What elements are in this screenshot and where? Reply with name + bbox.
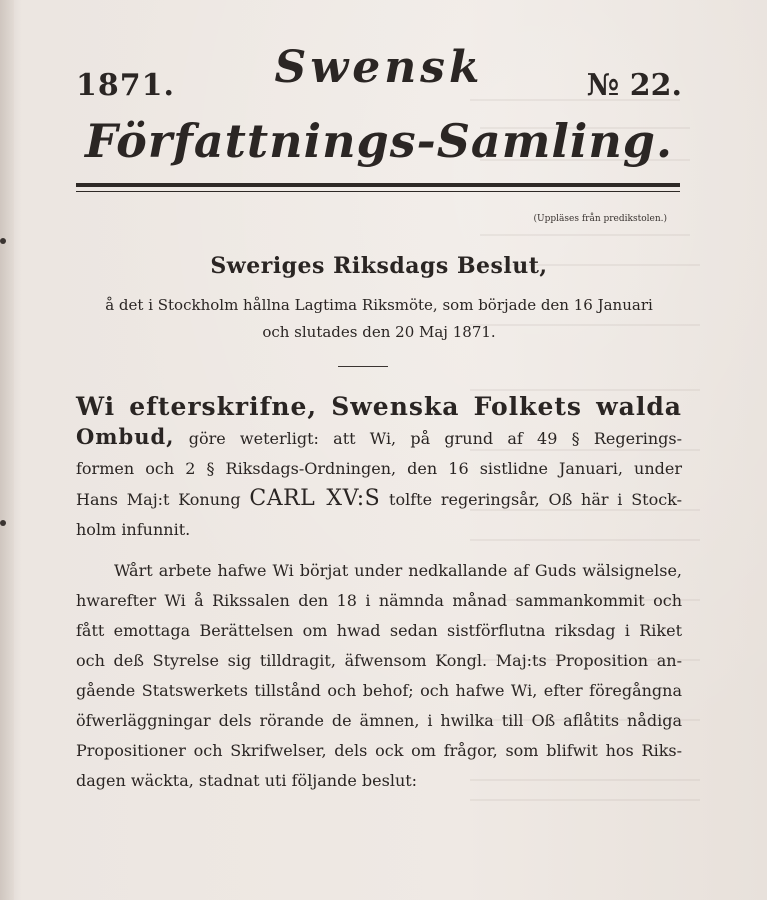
year-label: 1871. <box>76 68 175 103</box>
opening-lead-word: Ombud, <box>76 424 175 449</box>
masthead-rule-thin <box>76 191 680 192</box>
work-line: gående Statswerkets tillstånd och behof; och hafwe Wi, efter föregångna <box>76 681 682 700</box>
section-divider <box>338 366 388 367</box>
opening-line-1-text: göre weterligt: att Wi, på grund af 49 § Regerings- <box>188 429 682 448</box>
opening-line-1 <box>76 422 682 454</box>
work-line: Wårt arbete hafwe Wi börjat under nedkallande af Guds wälsignelse, <box>114 561 682 580</box>
opening-lead-line: Wi efterskrifne, Swenska Folkets walda <box>76 392 682 421</box>
binding-hole <box>0 520 6 526</box>
work-line: dagen wäckta, stadnat uti följande beslut: <box>76 771 418 790</box>
decision-subtitle-line2: och slutades den 20 Maj 1871. <box>262 323 496 341</box>
opening-line-4: holm infunnit. <box>76 520 191 539</box>
opening-line-3a: Hans Maj:t Konung <box>76 490 241 509</box>
issue-number: № 22. <box>586 68 682 103</box>
masthead-rule-thick <box>76 183 680 187</box>
decision-subtitle <box>76 292 682 346</box>
opening-line-3 <box>76 484 682 515</box>
masthead <box>76 40 682 102</box>
masthead-title-line2: Författnings-Samling. <box>85 114 673 168</box>
king-name: CARL XV:S <box>249 486 381 511</box>
reading-note: (Uppläses från predikstolen.) <box>533 214 667 224</box>
paragraph-opening <box>76 392 682 545</box>
work-line: och deß Styrelse sig tilldragit, äfwensom Kongl. Maj:ts Proposition an- <box>76 651 682 670</box>
binding-edge <box>0 0 14 900</box>
masthead-title-line1: Swensk <box>274 42 484 93</box>
work-line: fått emottaga Berättelsen om hwad sedan sistförflutna riksdag i Riket <box>76 621 682 640</box>
work-line: hwarefter Wi å Rikssalen den 18 i nämnda månad sammankommit och <box>76 591 682 610</box>
work-line: Propositioner och Skrifwelser, dels ock om frågor, som blifwit hos Riks- <box>76 741 682 760</box>
opening-line-3b: tolfte regeringsår, Oß här i Stock- <box>389 490 682 509</box>
decision-title: Sweriges Riksdags Beslut, <box>210 253 548 279</box>
work-line: öfwerläggningar dels rörande de ämnen, i hwilka till Oß aflåtits nådiga <box>76 711 682 730</box>
paragraph-work <box>76 556 682 796</box>
decision-subtitle-line1: å det i Stockholm hållna Lagtima Riksmöte, som började den 16 Januari <box>105 296 653 314</box>
binding-hole <box>0 238 6 244</box>
opening-line-2: formen och 2 § Riksdags-Ordningen, den 16 sistlidne Januari, under <box>76 459 682 478</box>
